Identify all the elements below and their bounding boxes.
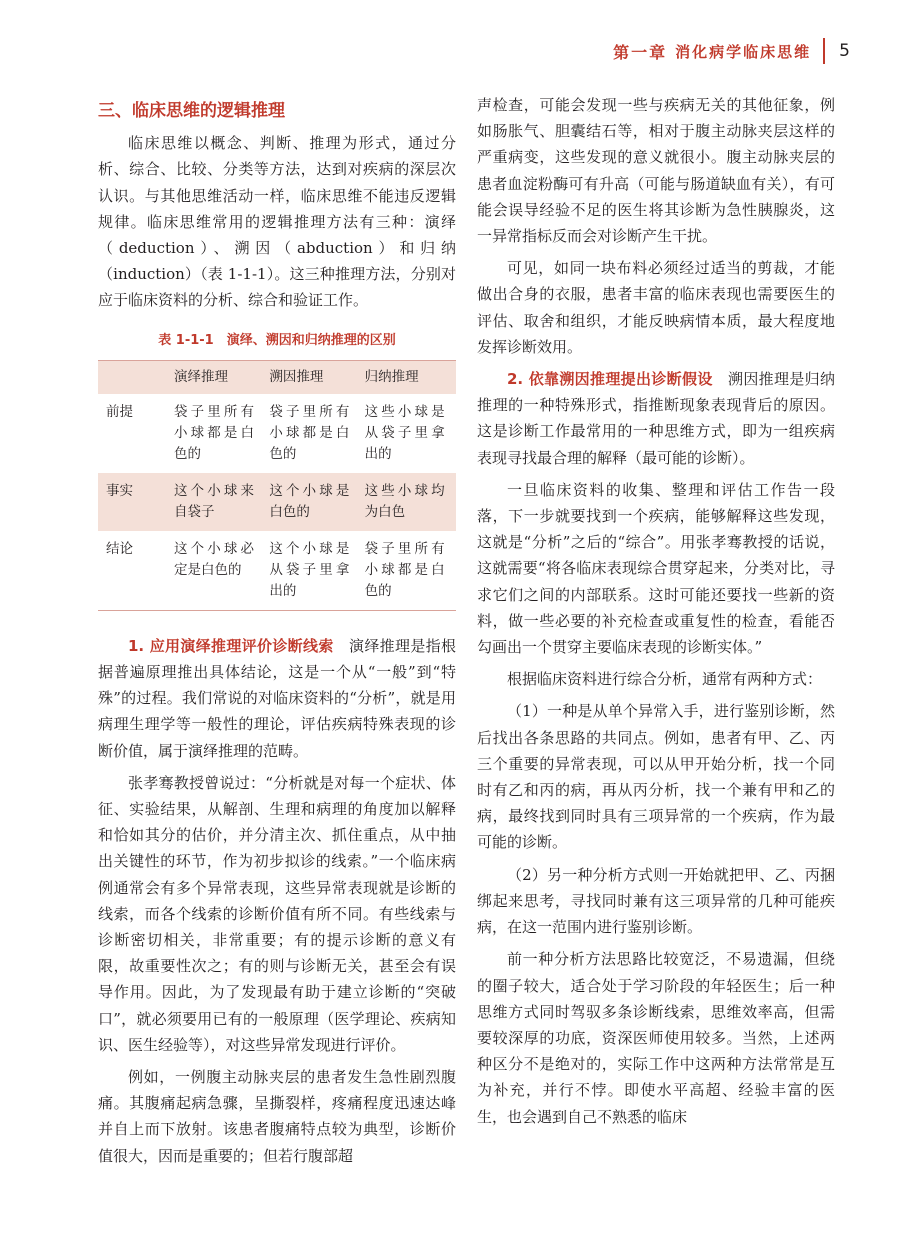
paragraph: 前一种分析方法思路比较宽泛，不易遗漏，但绕的圈子较大，适合处于学习阶段的年轻医生；后一种思维方式同时驾驭多条诊断线索，思维效率高，但需要较深厚的功底，资深医师使用较多。当然，上述两种区分不是绝对的，实际工作中这两种方法常常是互为补充，并行不悖。即使水平高超、经验丰富的医生，也会遇到自己不熟悉的临床 <box>477 950 835 1126</box>
table-caption: 表 1-1-1 演绎、溯因和归纳推理的区别 <box>158 332 396 348</box>
running-header <box>613 36 850 66</box>
table-row <box>98 531 456 611</box>
subsection-title: 2. 依靠溯因推理提出诊断假设 <box>507 370 713 389</box>
table-header-cell: 归纳推理 <box>361 360 456 394</box>
row-label: 结论 <box>98 531 170 611</box>
row-label: 事实 <box>98 473 170 531</box>
paragraph: 张孝骞教授曾说过：“分析就是对每一个症状、体征、实验结果，从解剖、生理和病理的角度加以解释和恰如其分的估价，并分清主次、抓住重点，从中抽出关键性的环节，作为初步拟诊的线索。”一个临床病例通常会有多个异常表现，这些异常表现就是诊断的线索，而各个线索的诊断价值有所不同。有些线索与诊断密切相关，非常重要；有的提示诊断的意义有限，故重要性次之；有的则与诊断无关，甚至会有误导作用。因此，为了发现最有助于建立诊断的“突破口”，就必须要用已有的一般原理（医学理论、疾病知识、医生经验等），对这些异常发现进行评价。 <box>98 773 456 1054</box>
table-cell: 袋子里所有小球都是白色的 <box>174 403 254 462</box>
table-row <box>98 394 456 473</box>
table-cell: 这个小球必定是白色的 <box>170 531 265 611</box>
table-header-row <box>98 360 456 394</box>
paragraph: 临床思维以概念、判断、推理为形式，通过分析、综合、比较、分类等方法，达到对疾病的深层次认识。与其他思维活动一样，临床思维不能违反逻辑规律。临床思维常用的逻辑推理方法有三种：演绎（deduction）、溯因（abduction）和归纳（induction）（表 1-1-1）。这三种推理方法，分别对应于临床资料的分析、综合和验证工作。 <box>98 134 456 310</box>
paragraph: （1）一种是从单个异常入手，进行鉴别诊断，然后找出各条思路的共同点。例如，患者有甲、乙、丙三个重要的异常表现，可以从甲开始分析，找一个同时有乙和丙的病，再从丙分析，找一个兼有甲和乙的病，最终找到同时具有三项异常的一个疾病，作为最可能的诊断。 <box>477 702 835 852</box>
paragraph: 声检查，可能会发现一些与疾病无关的其他征象，例如肠胀气、胆囊结石等，相对于腹主动脉夹层这样的严重病变，这些发现的意义就很小。腹主动脉夹层的患者血淀粉酶可有升高（可能与肠道缺血有关），有可能会误导经验不足的医生将其诊断为急性胰腺炎，这一异常指标反而会对诊断产生干扰。 <box>477 96 835 246</box>
chapter-number: 第一章 <box>613 42 668 62</box>
paragraph: 一旦临床资料的收集、整理和评估工作告一段落，下一步就要找到一个疾病，能够解释这些发现，这就是“分析”之后的“综合”。用张孝骞教授的话说，这就需要“将各临床表现综合贯穿起来，分类对比，寻求它们之间的内部联系。这时可能还要找一些新的资料，做一些必要的补充检查或重复性的检查，看能否勾画出一个贯穿主要临床表现的诊断实体。” <box>477 480 835 657</box>
chapter-title: 消化病学临床思维 <box>675 42 812 61</box>
subsection-text: 溯因推理是归纳推理的一种特殊形式，指推断现象表现背后的原因。这是诊断工作最常用的一种思维方式，即为一组疾病表现寻找最合理的解释（最可能的诊断）。 <box>477 370 835 467</box>
table-header-cell: 溯因推理 <box>265 360 360 394</box>
table-row <box>98 473 456 531</box>
paragraph: 例如，一例腹主动脉夹层的患者发生急性剧烈腹痛。其腹痛起病急骤，呈撕裂样，疼痛程度迅速达峰并自上而下放射。该患者腹痛特点较为典型，诊断价值很大，因而是重要的；但若行腹部超 <box>98 1068 456 1165</box>
table-cell: 这些小球均为白色 <box>361 473 456 531</box>
paragraph: 根据临床资料进行综合分析，通常有两种方式： <box>507 670 823 689</box>
table-cell: 这些小球是从袋子里拿出的 <box>364 403 445 462</box>
page-number: 5 <box>839 41 850 61</box>
comparison-table <box>98 360 456 611</box>
table-cell: 这个小球是白色的 <box>265 473 360 531</box>
table-header-cell: 演绎推理 <box>170 360 265 394</box>
table-cell: 袋子里所有小球都是白色的 <box>269 403 350 462</box>
section-title: 三、临床思维的逻辑推理 <box>98 101 285 121</box>
header-divider <box>823 38 825 64</box>
right-column <box>477 92 835 1136</box>
paragraph: （2）另一种分析方式则一开始就把甲、乙、丙捆绑起来思考，寻找同时兼有这三项异常的几种可能疾病，在这一范围内进行鉴别诊断。 <box>477 865 835 937</box>
subsection-title: 1. 应用演绎推理评价诊断线索 <box>128 636 334 655</box>
table-cell: 这个小球来自袋子 <box>170 473 265 531</box>
table-cell: 这个小球是从袋子里拿出的 <box>265 531 360 611</box>
paragraph <box>98 633 456 764</box>
left-column <box>98 98 456 1175</box>
subsection-text: 演绎推理是指根据普遍原理推出具体结论，这是一个从“一般”到“特殊”的过程。我们常说的对临床资料的“分析”，就是用病理生理学等一般性的理论，评估疾病特殊表现的诊断价值，属于演绎推理的范畴。 <box>98 636 456 760</box>
table-cell: 袋子里所有小球都是白色的 <box>361 531 456 611</box>
row-label: 前提 <box>106 403 133 420</box>
table-header-cell <box>98 360 170 394</box>
paragraph: 可见，如同一块布料必须经过适当的剪裁，才能做出合身的衣服，患者丰富的临床表现也需要医生的评估、取舍和组织，才能反映病情本质，最大程度地发挥诊断效用。 <box>477 259 835 356</box>
paragraph <box>477 366 835 471</box>
